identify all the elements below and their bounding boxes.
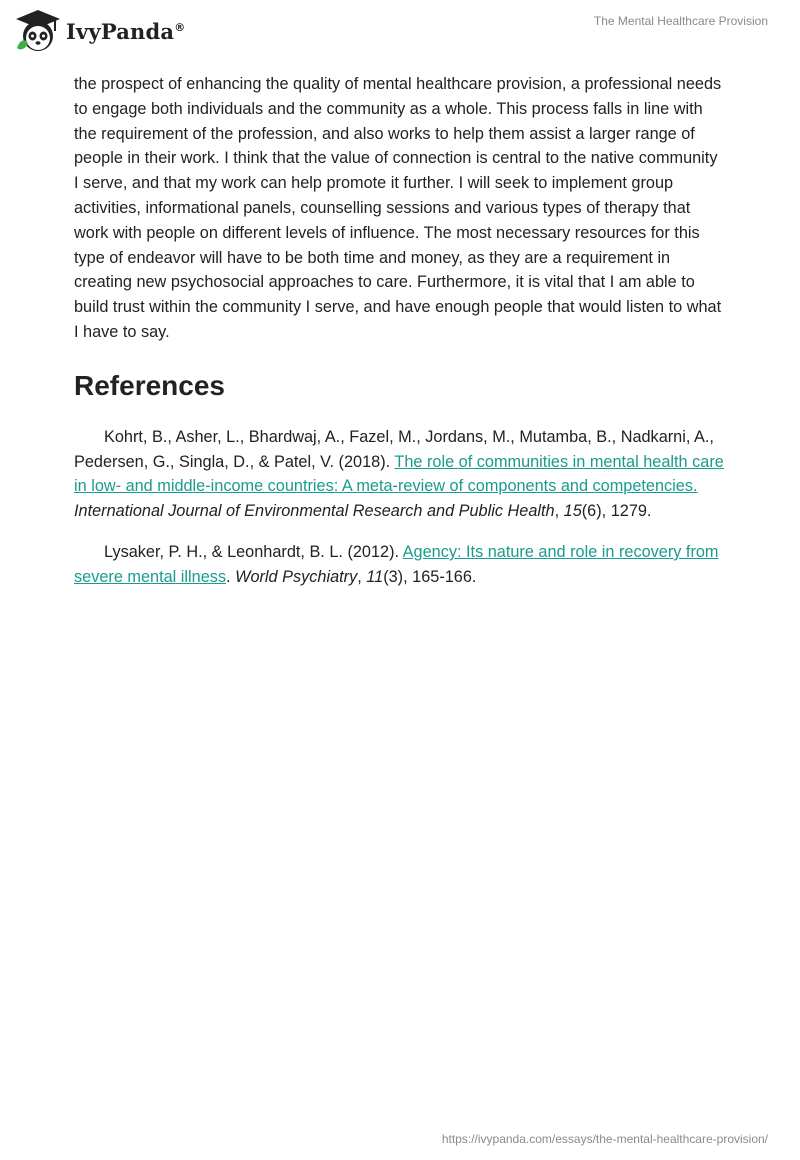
logo-wordmark: IvyPanda® bbox=[66, 18, 186, 44]
reference-volume: 11 bbox=[366, 567, 384, 586]
reference-authors: Lysaker, P. H., & Leonhardt, B. L. (2012). bbox=[104, 542, 403, 561]
references-heading: References bbox=[74, 369, 225, 401]
reference-separator: , bbox=[554, 502, 564, 521]
reference-journal: World Psychiatry bbox=[235, 567, 358, 586]
body-paragraph: the prospect of enhancing the quality of mental healthcare provision, a professional needs to engage both individuals and the community as a whole. This process falls in line with the requirement of the profession, and also works to help them assist a larger range of people in their work. I think that the value of connection is central to the native community I serve, and that my work can help promote it further. I will seek to implement group activities, informational panels, counselling sessions and various types of therapy that work with people on different levels of influence. The most necessary resources for this type of endeavor will have to be both time and money, as they are a requirement in creating new psychosocial approaches to care. Furthermore, it is vital that I am able to build trust within the community I serve, and have enough people that would listen to what I have to say. bbox=[74, 75, 722, 341]
panda-graduate-icon bbox=[14, 8, 62, 54]
reference-authors: Kohrt, B., Asher, L., Bhardwaj, A., Fazel, M., Jordans, M., Mutamba, B., Nadkarni, A., Pedersen, G., Singla, D., & Patel, V. (2018). bbox=[74, 427, 714, 471]
footer-url[interactable]: https://ivypanda.com/essays/the-mental-healthcare-provision/ bbox=[441, 1132, 768, 1146]
page-header bbox=[0, 0, 800, 70]
reference-journal: International Journal of Environmental Research and Public Health bbox=[74, 502, 555, 521]
ivypanda-logo[interactable] bbox=[14, 8, 185, 54]
reference-link-2[interactable]: Agency: Its nature and role in recovery from severe mental illness bbox=[74, 542, 719, 586]
reference-issue-pages: (3), 165-166. bbox=[383, 567, 477, 586]
reference-item-1 bbox=[74, 425, 726, 524]
reference-item-2 bbox=[74, 540, 726, 590]
reference-separator: , bbox=[357, 567, 367, 586]
reference-separator: . bbox=[226, 567, 236, 586]
document-title: The Mental Healthcare Provision bbox=[593, 14, 768, 28]
reference-volume: 15 bbox=[563, 502, 582, 521]
essay-content bbox=[74, 72, 726, 606]
reference-link-1[interactable]: The role of communities in mental health care in low- and middle-income countries: A meta-review of components and competencies. bbox=[74, 452, 724, 496]
reference-issue-pages: (6), 1279. bbox=[581, 502, 652, 521]
